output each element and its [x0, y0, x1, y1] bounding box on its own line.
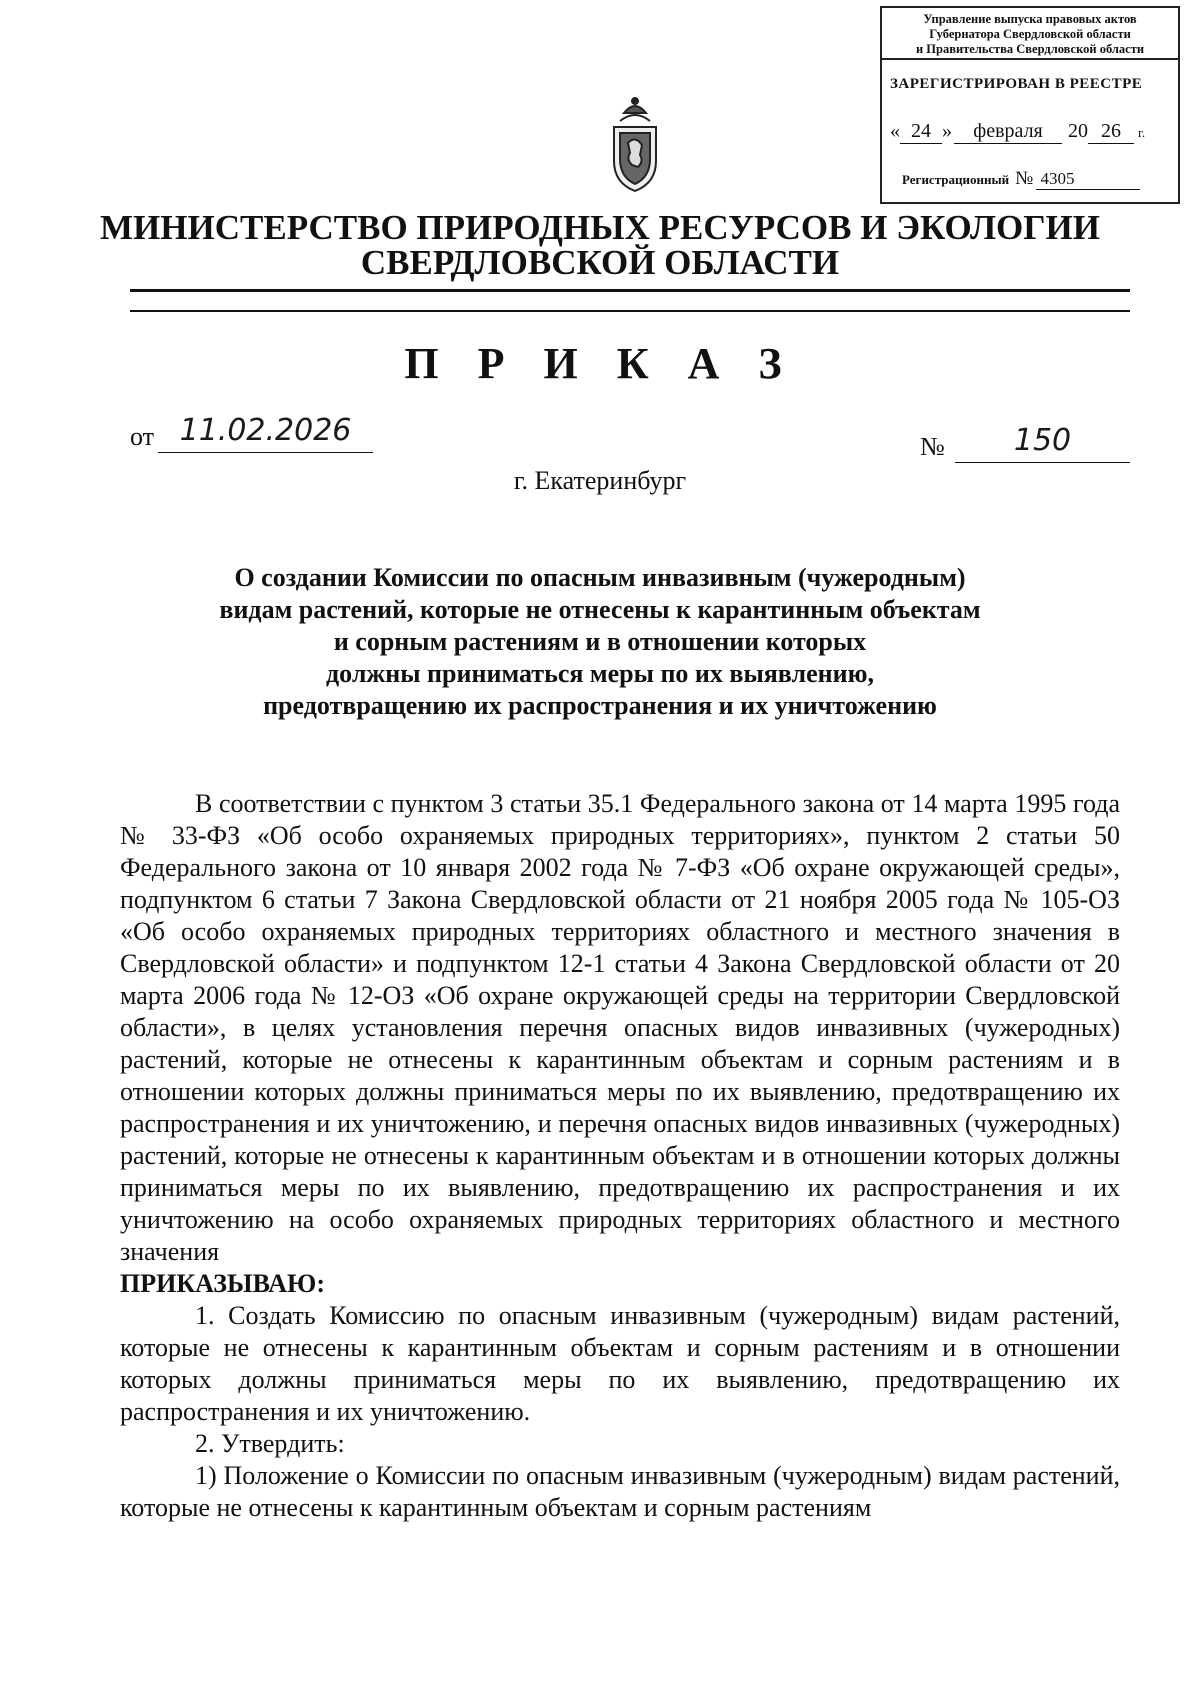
subject-line: должны приниматься меры по их выявлению,: [326, 659, 874, 688]
stamp-header-line: Управление выпуска правовых актов: [923, 12, 1137, 26]
stamp-registered-label: ЗАРЕГИСТРИРОВАН В РЕЕСТРЕ: [890, 76, 1143, 92]
stamp-close-quote: »: [942, 120, 952, 142]
stamp-year-unit: г.: [1138, 125, 1146, 140]
stamp-day: 24: [900, 120, 942, 144]
stamp-month: февраля: [954, 120, 1062, 144]
subject-line: предотвращению их распространения и их уничтожению: [263, 691, 937, 720]
stamp-header-line: Губернатора Свердловской области: [929, 27, 1131, 41]
city: г. Екатеринбург: [513, 466, 687, 495]
registration-stamp: [880, 6, 1180, 204]
preamble-paragraph: В соответствии с пунктом 3 статьи 35.1 Федерального закона от 14 марта 1995 года № 33-ФЗ «Об особо охраняемых природных территориях», пунктом 2 статьи 50 Федерального закона от 10 января 2002 года № 7-ФЗ «Об охране окружающей среды», подпунктом 6 статьи 7 Закона Свердловской области от 21 ноября 2005 года № 105-ОЗ «Об особо охраняемых природных территориях областного и местного значения в Свердловской области» и подпунктом 12-1 статьи 4 Закона Свердловской области от 20 марта 2006 года № 12-ОЗ «Об охране окружающей среды на территории Свердловской области», в целях установления перечня опасных видов инвазивных (чужеродных) растений, которые не отнесены к карантинным объектам и сорным растениям и в отношении которых должны приниматься меры по их выявлению, предотвращению их распространения и их уничтожению, и перечня опасных видов инвазивных (чужеродных) растений, которые не отнесены к карантинным объектам и в отношении которых должны приниматься меры по их выявлению, предотвращению их распространения и их уничтожению на особо охраняемых природных территориях областного и местного значения: [120, 789, 1120, 1266]
order-item: 1. Создать Комиссию по опасным инвазивным (чужеродным) видам растений, которые не отнесены к карантинным объектам и сорным растениям и в отношении которых должны приниматься меры по их выявлению, предотвращению их распространения и их уничтожению.: [120, 1301, 1120, 1426]
order-subject: [170, 562, 1030, 722]
header-divider: [130, 310, 1130, 312]
coat-of-arms-icon: [606, 95, 664, 195]
order-subitem: 1) Положение о Комиссии по опасным инвазивным (чужеродным) видам растений, которые не отнесены к карантинным объектам и сорным растениям: [120, 1461, 1120, 1522]
number-label: №: [920, 432, 945, 461]
subject-line: и сорным растениям и в отношении которых: [333, 627, 867, 656]
stamp-reg-number: 4305: [1036, 169, 1140, 190]
ministry-title: МИНИСТЕРСТВО ПРИРОДНЫХ РЕСУРСОВ И ЭКОЛОГИИ: [100, 208, 1100, 247]
ministry-region: СВЕРДЛОВСКОЙ ОБЛАСТИ: [360, 243, 840, 282]
order-body: [120, 788, 1120, 1524]
subject-line: О создании Комиссии по опасным инвазивным (чужеродным): [234, 563, 966, 592]
stamp-header-line: и Правительства Свердловской области: [915, 42, 1145, 56]
order-date: 11.02.2026: [158, 410, 373, 453]
stamp-year-prefix: 20: [1068, 120, 1088, 142]
document-type: П Р И К А З: [404, 339, 796, 388]
header-divider: [130, 289, 1130, 292]
order-item: 2. Утвердить:: [195, 1429, 345, 1458]
stamp-reg-label: Регистрационный: [902, 172, 1010, 187]
subject-line: видам растений, которые не отнесены к карантинным объектам: [219, 595, 981, 624]
order-number: 150: [955, 420, 1130, 463]
stamp-open-quote: «: [890, 120, 900, 142]
date-label: от: [130, 422, 155, 451]
stamp-num-sign: №: [1015, 168, 1034, 189]
stamp-reg-number-row: [902, 168, 1140, 190]
stamp-year-suffix: 26: [1088, 120, 1134, 144]
stamp-header: [882, 8, 1178, 60]
stamp-date: [890, 120, 1145, 144]
order-word: ПРИКАЗЫВАЮ:: [120, 1269, 325, 1298]
